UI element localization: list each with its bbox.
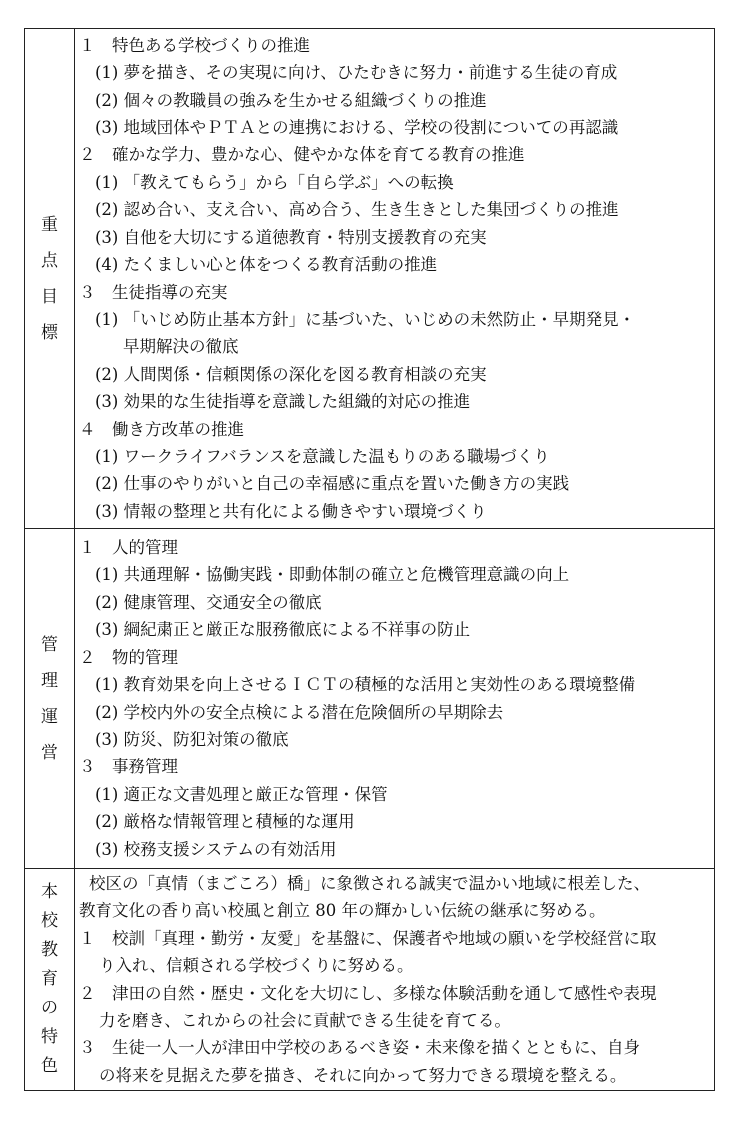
content-line: (1) ワークライフバランスを意識した温もりのある職場づくり	[95, 446, 550, 466]
section-label-char: 特	[41, 1027, 58, 1047]
school-plan-table	[24, 28, 715, 1091]
content-line: ３ 事務管理	[79, 757, 178, 777]
section-label-char: の	[41, 998, 58, 1018]
content-line: ３ 生徒一人一人が津田中学校のあるべき姿・未来像を描くとともに、自身	[79, 1038, 640, 1058]
content-line: ３ 生徒指導の充実	[79, 282, 228, 302]
content-line: (3) 地域団体やＰＴＡとの連携における、学校の役割についての再認識	[95, 118, 619, 138]
section-label-char: 校	[41, 911, 58, 931]
section-content	[75, 869, 715, 1091]
content-line: 早期解決の徹底	[123, 337, 239, 357]
section-label-cell	[25, 29, 75, 529]
content-line: (2) 健康管理、交通安全の徹底	[95, 592, 322, 612]
section-label-cell	[25, 529, 75, 869]
content-line: ２ 津田の自然・歴史・文化を大切にし、多様な体験活動を通して感性や表現	[79, 983, 657, 1003]
content-line: １ 特色ある学校づくりの推進	[79, 35, 310, 55]
content-line: (1) 適正な文書処理と厳正な管理・保管	[95, 784, 388, 804]
section-label-char: 教	[41, 940, 58, 960]
content-line: ４ 働き方改革の推進	[79, 419, 244, 439]
section-label-char: 本	[41, 882, 58, 902]
section-label-char: 重	[41, 214, 58, 235]
section-label-char: 目	[41, 286, 58, 307]
content-line: (3) 綱紀粛正と厳正な服務徹底による不祥事の防止	[95, 620, 471, 640]
content-line: ２ 確かな学力、豊かな心、健やかな体を育てる教育の推進	[79, 145, 525, 165]
content-line: (1) 教育効果を向上させるＩＣＴの積極的な活用と実効性のある環境整備	[95, 675, 636, 695]
section-label	[25, 207, 74, 351]
section-label-cell	[25, 869, 75, 1091]
content-line: 教育文化の香り高い校風と創立 80 年の輝かしい伝統の継承に努める。	[79, 901, 606, 921]
section-label-char: 標	[41, 322, 58, 343]
content-line: (2) 学校内外の安全点検による潜在危険個所の早期除去	[95, 702, 504, 722]
content-line: (2) 仕事のやりがいと自己の幸福感に重点を置いた働き方の実践	[95, 474, 570, 494]
content-line: ２ 物的管理	[79, 647, 178, 667]
section-label-char: 営	[41, 742, 58, 763]
content-line: (3) 防災、防犯対策の徹底	[95, 729, 289, 749]
section-label	[25, 627, 74, 771]
section-label	[25, 878, 74, 1081]
content-line: (1) 共通理解・協働実践・即動体制の確立と危機管理意識の向上	[95, 565, 570, 585]
content-line: (2) 厳格な情報管理と積極的な運用	[95, 812, 355, 832]
content-line: の将来を見据えた夢を描き、それに向かって努力できる環境を整える。	[99, 1065, 627, 1085]
section-label-char: 理	[41, 670, 58, 691]
content-line: (2) 認め合い、支え合い、高め合う、生き生きとした集団づくりの推進	[95, 200, 619, 220]
content-line: (3) 効果的な生徒指導を意識した組織的対応の推進	[95, 392, 471, 412]
section-management	[25, 529, 715, 869]
content-line: (2) 個々の教職員の強みを生かせる組織づくりの推進	[95, 90, 487, 110]
content-line: (3) 校務支援システムの有効活用	[95, 839, 337, 859]
content-line: (3) 自他を大切にする道徳教育・特別支援教育の充実	[95, 227, 487, 247]
content-line: 力を磨き、これからの社会に貢献できる生徒を育てる。	[99, 1010, 511, 1030]
section-label-char: 育	[41, 969, 58, 989]
content-line: (1) 「教えてもらう」から「自ら学ぶ」への転換	[95, 172, 454, 192]
content-line: (3) 情報の整理と共有化による働きやすい環境づくり	[95, 501, 487, 521]
content-line: (4) たくましい心と体をつくる教育活動の推進	[95, 255, 438, 275]
content-line: １ 人的管理	[79, 538, 178, 558]
content-line: (2) 人間関係・信頼関係の深化を図る教育相談の充実	[95, 364, 487, 384]
content-line: (1) 夢を描き、その実現に向け、ひたむきに努力・前進する生徒の育成	[95, 63, 618, 83]
section-label-char: 色	[41, 1056, 58, 1076]
section-label-char: 点	[41, 250, 58, 271]
content-line: り入れ、信頼される学校づくりに努める。	[99, 956, 414, 976]
section-content	[75, 29, 715, 529]
section-label-char: 運	[41, 706, 58, 727]
section-school-features	[25, 869, 715, 1091]
content-line: 校区の「真情（まごころ）橋」に象徴される誠実で温かい地域に根差した、	[89, 873, 650, 893]
content-line: １ 校訓「真理・勤労・友愛」を基盤に、保護者や地域の願いを学校経営に取	[79, 928, 657, 948]
section-content	[75, 529, 715, 869]
section-label-char: 管	[41, 634, 58, 655]
content-line: (1) 「いじめ防止基本方針」に基づいた、いじめの未然防止・早期発見・	[95, 309, 636, 329]
section-priority-goals	[25, 29, 715, 529]
